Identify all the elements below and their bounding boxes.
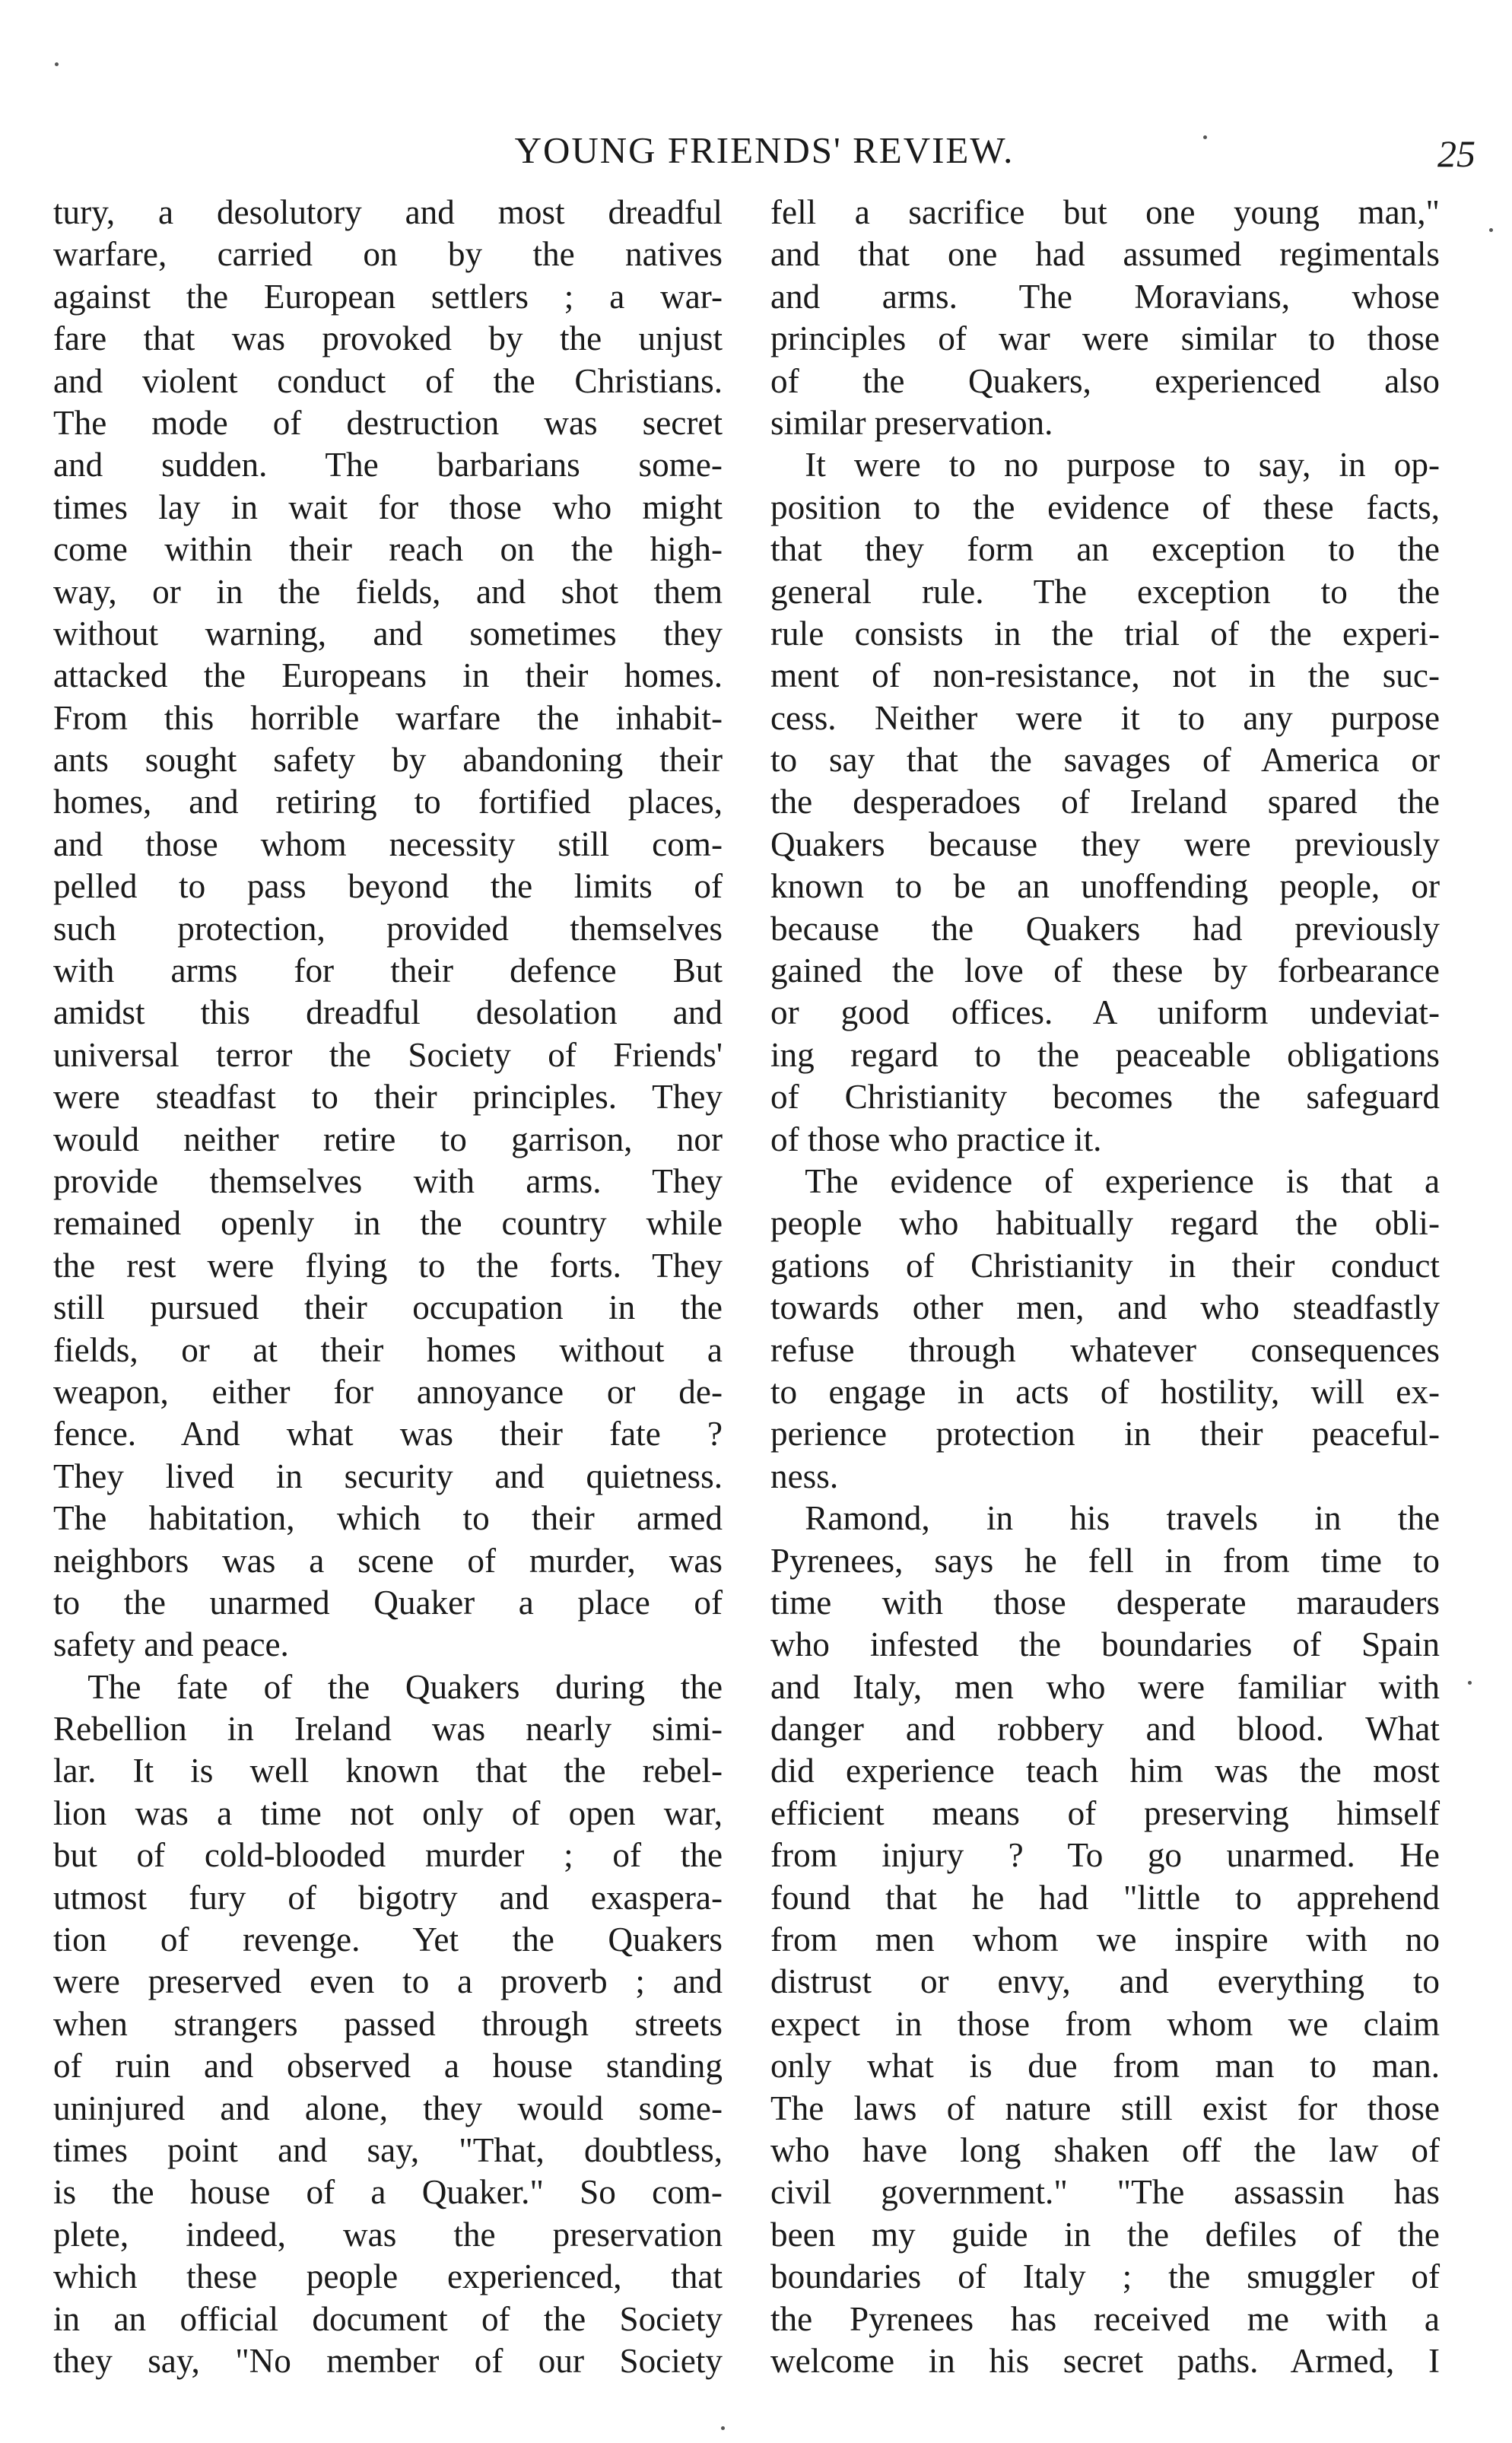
text-line: similar preservation. <box>770 403 1053 442</box>
text-line: gations of Christianity in their conduct <box>770 1246 1440 1285</box>
text-line: attacked the Europeans in their homes. <box>53 656 723 695</box>
text-line: position to the evidence of these facts, <box>770 488 1440 526</box>
text-line: who infested the boundaries of Spain <box>770 1625 1440 1664</box>
text-line: they say, "No member of our Society <box>53 2341 723 2380</box>
text-line: ing regard to the peaceable obligations <box>770 1035 1440 1074</box>
text-line: towards other men, and who steadfastly <box>770 1288 1440 1327</box>
text-line: They lived in security and quietness. <box>53 1457 723 1495</box>
text-line: fields, or at their homes without a <box>53 1330 723 1369</box>
text-line: fence. And what was their fate ? <box>53 1415 723 1453</box>
text-line: rule consists in the trial of the experi- <box>770 614 1440 653</box>
text-line: when strangers passed through streets <box>53 2004 723 2043</box>
text-line: of Christianity becomes the safeguard <box>770 1078 1440 1117</box>
text-line: lion was a time not only of open war, <box>53 1793 723 1832</box>
text-line: refuse through whatever consequences <box>770 1330 1440 1369</box>
text-line: safety and peace. <box>53 1625 289 1664</box>
text-line: way, or in the fields, and shot them <box>53 572 723 611</box>
text-line: Pyrenees, says he fell in from time to <box>770 1541 1440 1580</box>
text-line: people who habitually regard the obli- <box>770 1204 1440 1243</box>
text-line: or good offices. A uniform undeviat- <box>770 993 1440 1032</box>
text-line: weapon, either for annoyance or de- <box>53 1372 723 1411</box>
right-text-column <box>770 192 1440 2382</box>
text-line: From this horrible warfare the inhabit- <box>53 698 723 737</box>
text-line: with arms for their defence But <box>53 951 723 990</box>
text-line: perience protection in their peaceful- <box>770 1415 1440 1453</box>
text-line: civil government." "The assassin has <box>770 2173 1440 2212</box>
text-line: uninjured and alone, they would some- <box>53 2089 723 2127</box>
text-line: to engage in acts of hostility, will ex- <box>770 1372 1440 1411</box>
text-line: universal terror the Society of Friends' <box>53 1035 723 1074</box>
scan-speck <box>721 2426 725 2430</box>
text-line: principles of war were similar to those <box>770 319 1440 358</box>
text-line: that they form an exception to the <box>770 530 1440 569</box>
text-line: which these people experienced, that <box>53 2257 723 2296</box>
text-line: ness. <box>770 1457 839 1495</box>
text-line: and sudden. The barbarians some- <box>53 446 723 484</box>
text-line: of the Quakers, experienced also <box>770 361 1440 400</box>
text-line: without warning, and sometimes they <box>53 614 723 653</box>
text-line: It were to no purpose to say, in op- <box>770 446 1440 484</box>
scan-speck <box>55 62 59 66</box>
text-line: warfare, carried on by the natives <box>53 235 723 274</box>
text-line: such protection, provided themselves <box>53 909 723 948</box>
text-line: pelled to pass beyond the limits of <box>53 867 723 906</box>
text-line: The evidence of experience is that a <box>770 1161 1440 1200</box>
text-line: still pursued their occupation in the <box>53 1288 723 1327</box>
text-line: did experience teach him was the most <box>770 1752 1440 1790</box>
text-line: Quakers because they were previously <box>770 824 1440 863</box>
text-line: cess. Neither were it to any purpose <box>770 698 1440 737</box>
text-line: efficient means of preserving himself <box>770 1793 1440 1832</box>
text-line: against the European settlers ; a war- <box>53 277 723 316</box>
text-line: tion of revenge. Yet the Quakers <box>53 1920 723 1959</box>
text-line: general rule. The exception to the <box>770 572 1440 611</box>
text-line: ment of non-resistance, not in the suc- <box>770 656 1440 695</box>
text-line: distrust or envy, and everything to <box>770 1962 1440 2001</box>
text-line: The fate of the Quakers during the <box>53 1667 723 1706</box>
text-line: tury, a desolutory and most dreadful <box>53 193 723 231</box>
text-line: the rest were flying to the forts. They <box>53 1246 723 1285</box>
scan-speck <box>1468 1681 1472 1685</box>
text-line: provide themselves with arms. They <box>53 1161 723 1200</box>
text-line: fell a sacrifice but one young man," <box>770 193 1440 231</box>
text-line: fare that was provoked by the unjust <box>53 319 723 358</box>
text-line: lar. It is well known that the rebel- <box>53 1752 723 1790</box>
text-line: amidst this dreadful desolation and <box>53 993 723 1032</box>
text-line: welcome in his secret paths. Armed, I <box>770 2341 1440 2380</box>
text-line: and those whom necessity still com- <box>53 824 723 863</box>
text-line: Rebellion in Ireland was nearly simi- <box>53 1710 723 1749</box>
text-line: from men whom we inspire with no <box>770 1920 1440 1959</box>
text-line: would neither retire to garrison, nor <box>53 1120 723 1158</box>
text-line: and Italy, men who were familiar with <box>770 1667 1440 1706</box>
text-line: of ruin and observed a house standing <box>53 2047 723 2086</box>
running-title: YOUNG FRIENDS' REVIEW. <box>514 129 1015 171</box>
text-line: The laws of nature still exist for those <box>770 2089 1440 2127</box>
text-line: danger and robbery and blood. What <box>770 1710 1440 1749</box>
text-line: the desperadoes of Ireland spared the <box>770 783 1440 821</box>
text-line: to say that the savages of America or <box>770 741 1440 780</box>
text-line: because the Quakers had previously <box>770 909 1440 948</box>
text-line: found that he had "little to apprehend <box>770 1878 1440 1917</box>
text-line: who have long shaken off the law of <box>770 2130 1440 2169</box>
text-line: utmost fury of bigotry and exaspera- <box>53 1878 723 1917</box>
text-line: times point and say, "That, doubtless, <box>53 2130 723 2169</box>
text-line: known to be an unoffending people, or <box>770 867 1440 906</box>
text-line: gained the love of these by forbearance <box>770 951 1440 990</box>
text-line: were preserved even to a proverb ; and <box>53 1962 723 2001</box>
text-line: time with those desperate marauders <box>770 1583 1440 1622</box>
text-line: to the unarmed Quaker a place of <box>53 1583 723 1622</box>
text-line: and arms. The Moravians, whose <box>770 277 1440 316</box>
text-line: boundaries of Italy ; the smuggler of <box>770 2257 1440 2296</box>
text-line: and that one had assumed regimentals <box>770 235 1440 274</box>
text-line: of those who practice it. <box>770 1120 1102 1158</box>
text-line: The habitation, which to their armed <box>53 1499 723 1538</box>
left-text-column <box>53 192 723 2382</box>
text-line: remained openly in the country while <box>53 1204 723 1243</box>
text-line: but of cold-blooded murder ; of the <box>53 1836 723 1875</box>
text-line: ants sought safety by abandoning their <box>53 741 723 780</box>
text-line: and violent conduct of the Christians. <box>53 361 723 400</box>
text-line: Ramond, in his travels in the <box>770 1499 1440 1538</box>
text-line: times lay in wait for those who might <box>53 488 723 526</box>
text-line: The mode of destruction was secret <box>53 403 723 442</box>
page-header <box>53 128 1475 173</box>
scan-speck <box>1489 228 1493 232</box>
text-line: been my guide in the defiles of the <box>770 2215 1440 2254</box>
text-line: in an official document of the Society <box>53 2299 723 2338</box>
text-line: only what is due from man to man. <box>770 2047 1440 2086</box>
page-number: 25 <box>1437 132 1475 175</box>
text-line: neighbors was a scene of murder, was <box>53 1541 723 1580</box>
text-line: were steadfast to their principles. They <box>53 1078 723 1117</box>
text-line: expect in those from whom we claim <box>770 2004 1440 2043</box>
text-line: come within their reach on the high- <box>53 530 723 569</box>
text-line: is the house of a Quaker." So com- <box>53 2173 723 2212</box>
text-line: from injury ? To go unarmed. He <box>770 1836 1440 1875</box>
text-line: homes, and retiring to fortified places, <box>53 783 723 821</box>
text-line: the Pyrenees has received me with a <box>770 2299 1440 2338</box>
text-line: plete, indeed, was the preservation <box>53 2215 723 2254</box>
